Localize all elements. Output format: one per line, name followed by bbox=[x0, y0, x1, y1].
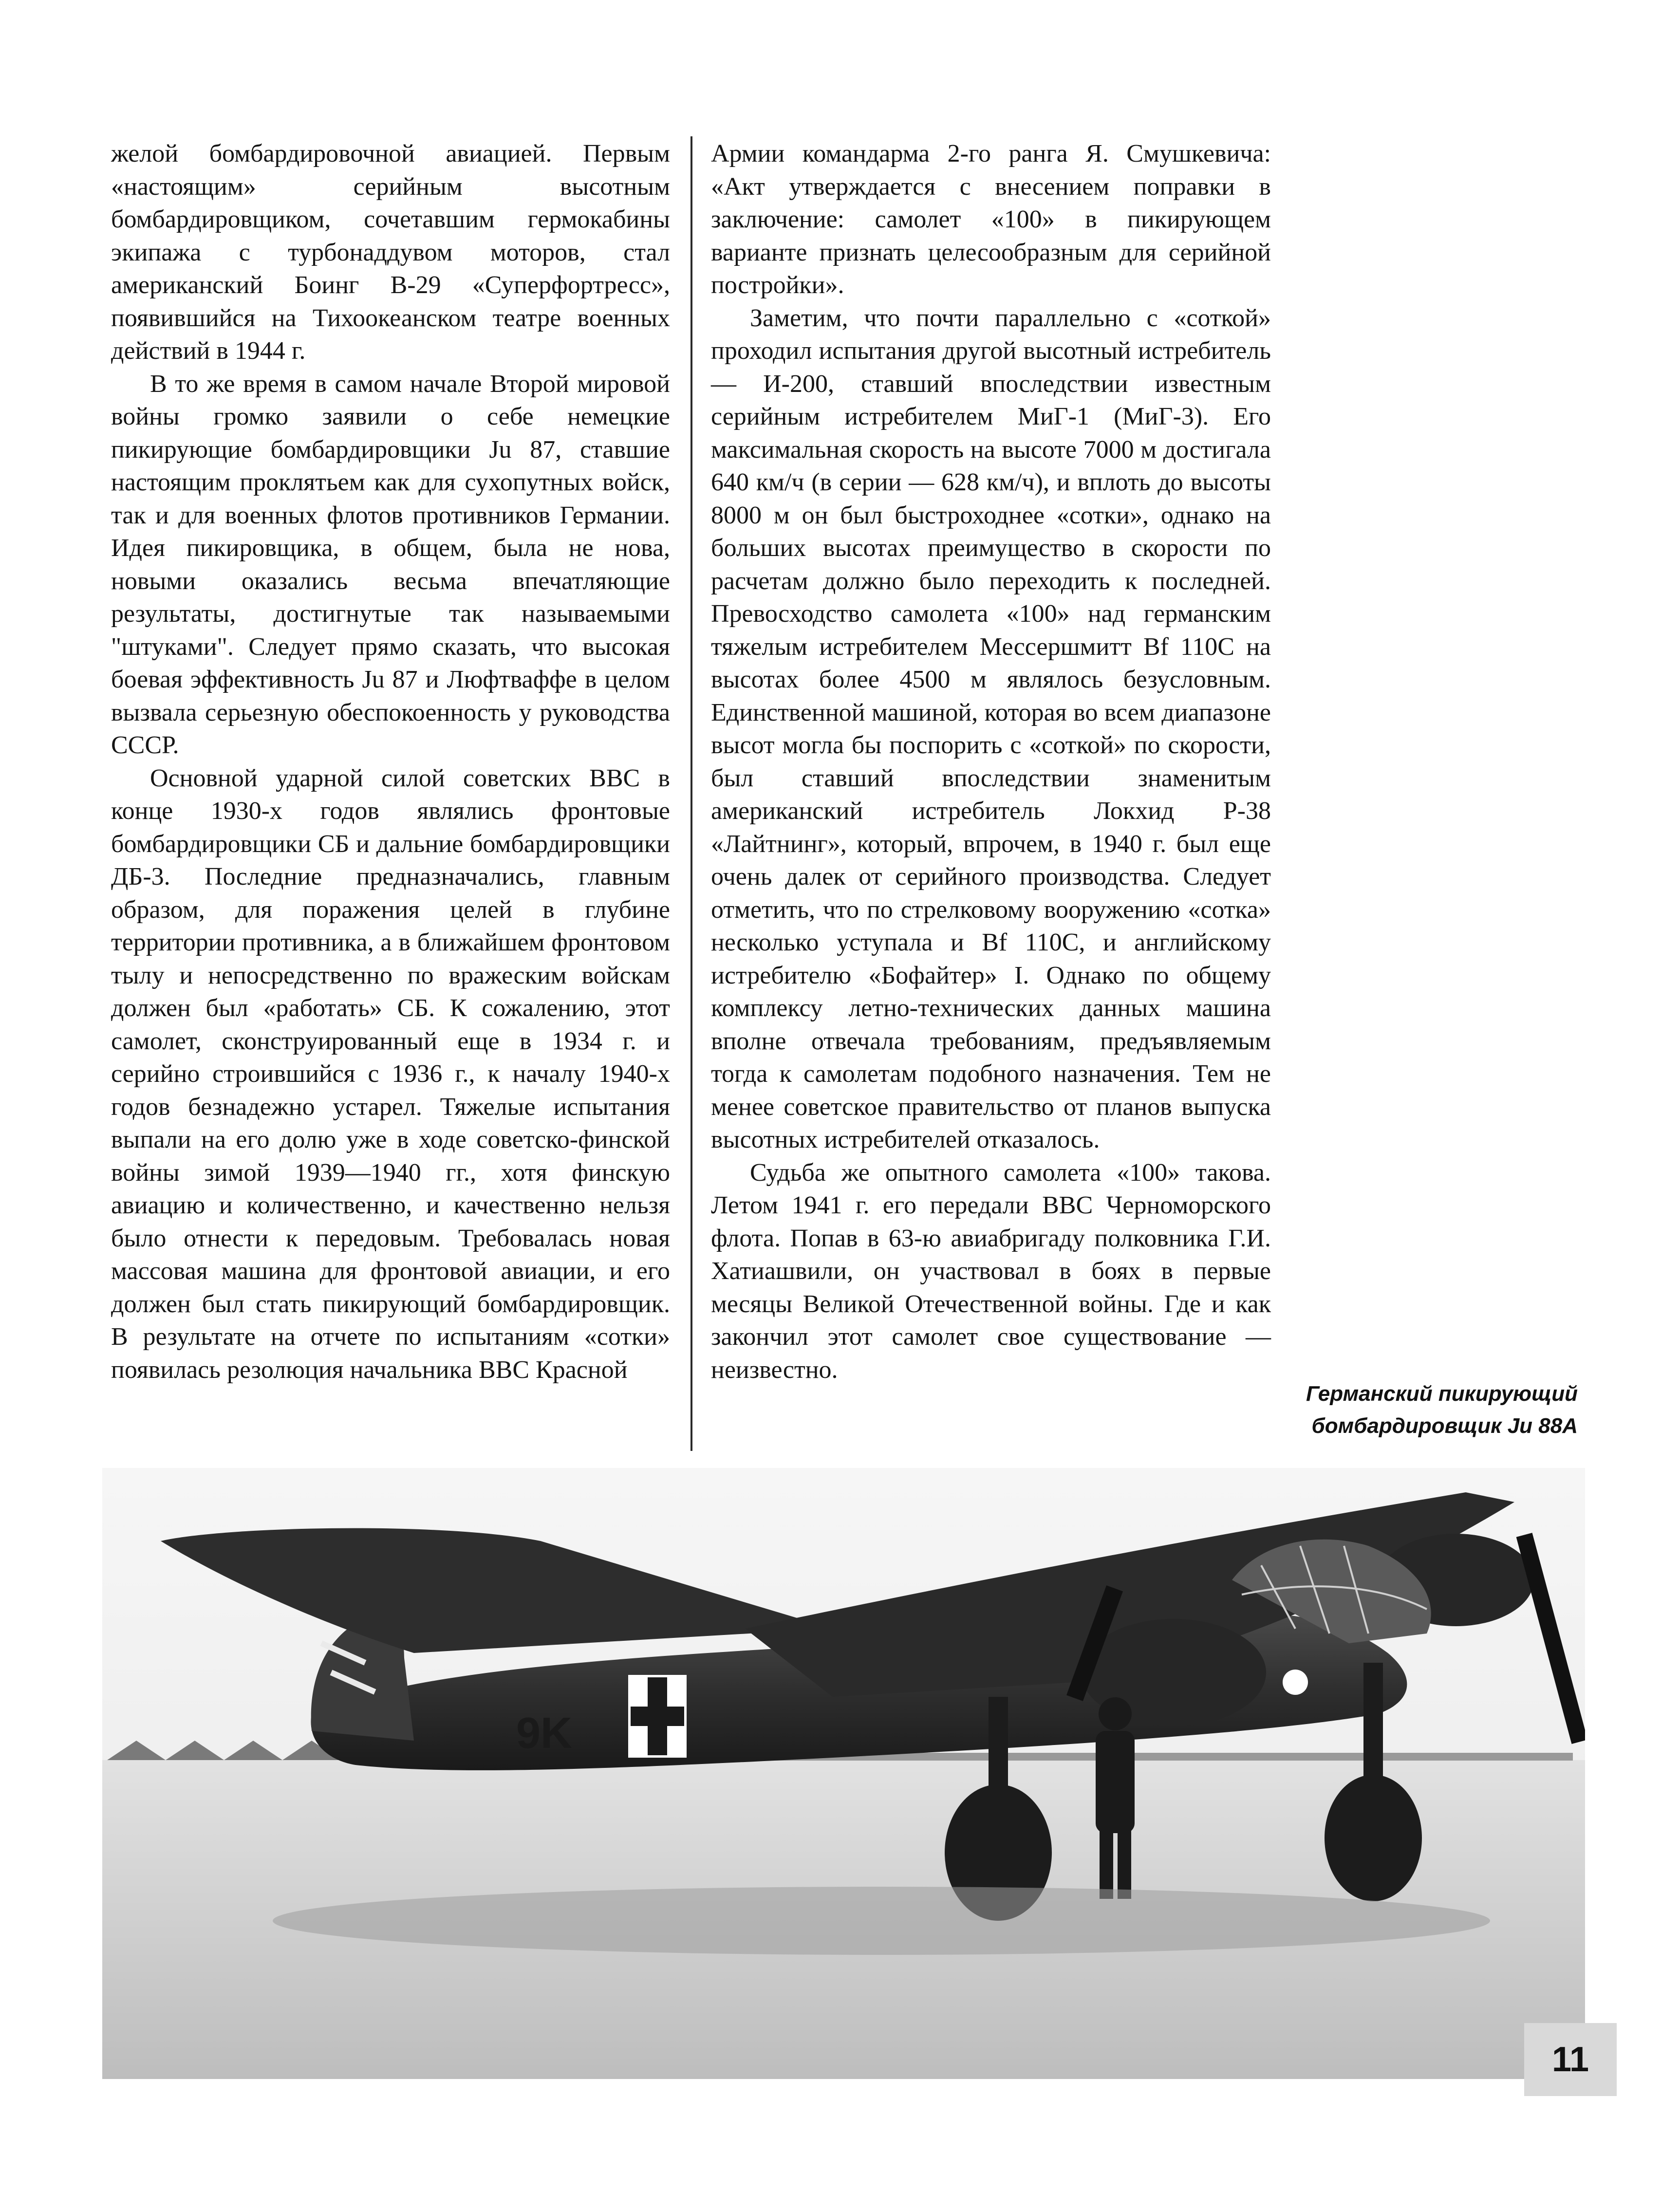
photo-caption-line: бомбардировщик Ju 88A bbox=[1311, 1414, 1578, 1438]
fuselage-code: 9K bbox=[516, 1709, 573, 1758]
article-column-right bbox=[711, 137, 1271, 1386]
article-column-left bbox=[111, 137, 670, 1386]
balkenkreuz-bar bbox=[631, 1707, 684, 1726]
aircraft-photo bbox=[102, 1468, 1585, 2079]
column-divider bbox=[691, 136, 692, 1451]
paragraph: Основной ударной силой советских ВВС в конце 1930-х годов являлись фронтовые бомбардировщики СБ и дальние бомбардировщики ДБ-3. Последние предназначались, главным образом, для поражения целей в глубине территории противника, а в ближайшем фронтовом тылу и непосредственно по вражеским войскам должен был «работать» СБ. К сожалению, этот самолет, сконструированный еще в 1934 г. и серийно строившийся с 1936 г., к началу 1940-х годов безнадежно устарел. Тяжелые испытания выпали на его долю уже в ходе советско-финской войны зимой 1939—1940 гг., хотя финскую авиацию и количественно, и качественно нельзя было отнести к передовым. Требовалась новая массовая машина для фронтовой авиации, и его должен был стать пикирующий бомбардировщик. В результате на отчете по испытаниям «сотки» появилась резолюция начальника ВВС Красной bbox=[111, 764, 670, 1384]
paragraph: Заметим, что почти параллельно с «соткой» проходил испытания другой высотный истребитель — И-200, ставший впоследствии известным серийным истребителем МиГ-1 (МиГ-3). Его максимальная скорость на высоте 7000 м достигала 640 км/ч (в серии — 628 км/ч), и вплоть до высоты 8000 м он был быстроходнее «сотки», однако на больших высотах преимущество в скорости по расчетам должно было переходить к последней. Превосходство самолета «100» над германским тяжелым истребителем Мессершмитт Bf 110C на высотах более 4500 м являлось безусловным. Единственной машиной, которая во всем диапазоне высот могла бы поспорить с «соткой» по скорости, был ставший впоследствии знаменитым американский истребитель Локхид Р-38 «Лайтнинг», который, впрочем, в 1940 г. был еще очень далек от серийного производства. Следует отметить, что по стрелковому вооружению «сотка» несколько уступала и Bf 110C, и английскому истребителю «Бофайтер» I. Однако по общему комплексу летно-технических данных машина вполне отвечала требованиям, предъявляемым тогда к самолетам подобного назначения. Тем не менее советское правительство от планов выпуска высотных истребителей отказалось. bbox=[711, 304, 1271, 1153]
paragraph: Судьба же опытного самолета «100» такова. Летом 1941 г. его передали ВВС Черноморского флота. Попав в 63-ю авиабригаду полковника Г.И. Хатиашвили, он участвовал в боях в первые месяцы Великой Отечественной войны. Где и как закончил этот самолет свое существование — неизвестно. bbox=[711, 1158, 1271, 1384]
paragraph: Армии командарма 2-го ранга Я. Смушкевича: «Акт утверждается с внесением поправки в заключение: самолет «100» в пикирующем варианте признать целесообразным для серийной постройки». bbox=[711, 140, 1271, 299]
nose-emblem bbox=[1283, 1670, 1308, 1695]
paragraph: желой бомбардировочной авиацией. Первым «настоящим» серийным высотным бомбардировщиком, сочетавшим гермокабины экипажа с турбонаддувом моторов, стал американский Боинг B-29 «Суперфортресс», появившийся на Тихоокеанском театре военных действий в 1944 г. bbox=[111, 140, 670, 365]
photo-caption bbox=[1295, 1378, 1578, 1442]
photo-caption-line: Германский пикирующий bbox=[1306, 1382, 1578, 1406]
paragraph: В то же время в самом начале Второй мировой войны громко заявили о себе немецкие пикирующие бомбардировщики Ju 87, ставшие настоящим проклятьем как для сухопутных войск, так и для военных флотов противников Германии. Идея пикировщика, в общем, была не нова, новыми оказались весьма впечатляющие результаты, достигнутые так называемыми "штуками". Следует прямо сказать, что высокая боевая эффективность Ju 87 и Люфтваффе в целом вызвала серьезную обеспокоенность у руководства СССР. bbox=[111, 370, 670, 759]
page-number: 11 bbox=[1524, 2023, 1617, 2096]
ju88-photo-illustration bbox=[102, 1468, 1585, 2079]
aircraft-shadow bbox=[273, 1887, 1490, 1955]
